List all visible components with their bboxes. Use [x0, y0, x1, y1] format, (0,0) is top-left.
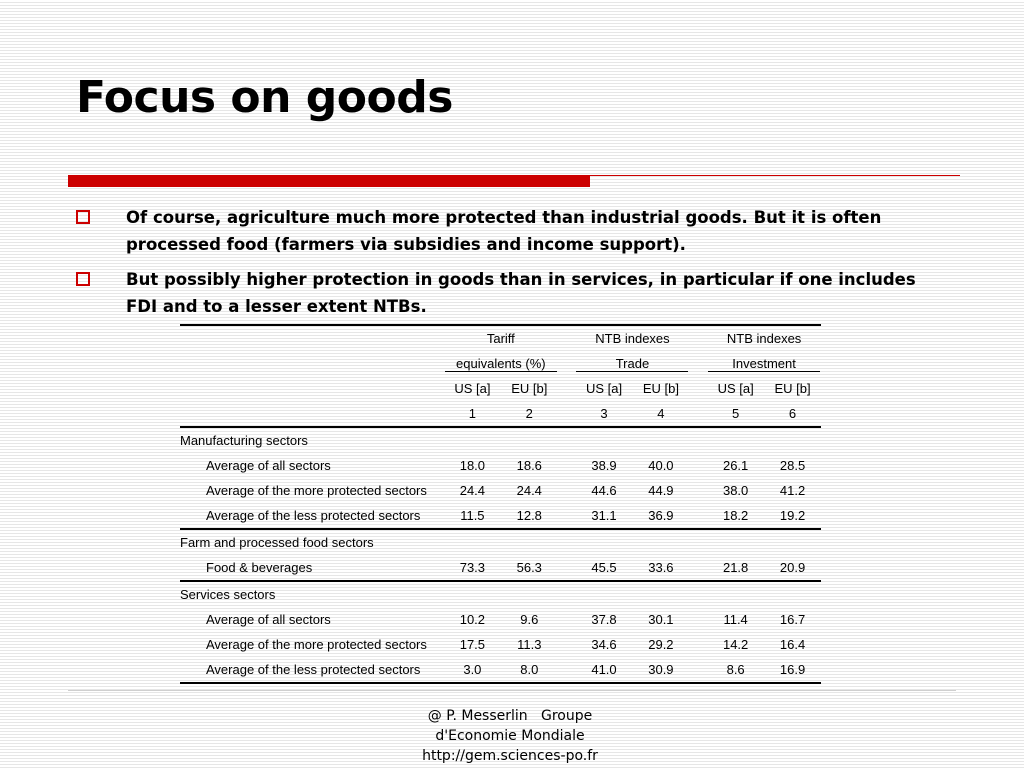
table-cell: 40.0	[648, 458, 674, 473]
column-number: 3	[600, 406, 608, 421]
column-label: US [a]	[717, 381, 754, 396]
table-cell: 37.8	[591, 612, 617, 627]
table-cell: 73.3	[459, 560, 486, 575]
table-cell: 30.1	[648, 612, 674, 627]
footer-line: d'Economie Mondiale	[435, 728, 585, 744]
row-label: Average of all sectors	[206, 612, 331, 627]
row-label: Average of all sectors	[206, 458, 331, 473]
table-cell: 30.9	[632, 657, 689, 683]
table-row	[180, 453, 821, 478]
bullet-item	[76, 266, 936, 320]
table-cell: 29.2	[648, 637, 674, 652]
table-cell: 41.2	[779, 483, 806, 498]
table-cell: 45.5	[591, 560, 617, 575]
table-cell: 14.2	[722, 637, 749, 652]
table-cell: 3.0	[444, 657, 501, 683]
table-cell: 12.8	[516, 508, 542, 523]
column-label: US [a]	[454, 381, 491, 396]
section-header-row	[180, 427, 821, 453]
column-label: US [a]	[585, 381, 623, 396]
table-cell: 16.7	[779, 612, 806, 627]
column-number: 5	[732, 406, 740, 421]
slide-footer	[380, 706, 640, 766]
table-cell: 8.0	[501, 657, 558, 683]
table-row	[180, 657, 821, 683]
table-cell: 34.6	[591, 637, 617, 652]
group-header: NTB indexes	[707, 325, 821, 351]
column-number: 2	[525, 406, 533, 421]
table-cell: 16.4	[779, 637, 806, 652]
slide-title: Focus on goods	[76, 72, 453, 123]
section-header-row	[180, 581, 821, 607]
row-label: Average of the less protected sectors	[180, 657, 444, 683]
table-cell: 21.8	[722, 560, 749, 575]
column-label: EU [b]	[511, 381, 548, 396]
bullet-item	[76, 204, 936, 258]
hollow-square-bullet-icon	[76, 272, 90, 286]
table-cell: 56.3	[516, 560, 542, 575]
footer-line: http://gem.sciences-po.fr	[422, 748, 598, 764]
column-number-row	[180, 401, 821, 427]
row-label: Average of the less protected sectors	[206, 508, 421, 523]
table-row	[180, 632, 821, 657]
bullet-text: Of course, agriculture much more protected than industrial goods. But it is often processed food (farmers via subsidies and income support).	[126, 208, 882, 254]
table-cell: 8.6	[707, 657, 764, 683]
column-number: 6	[788, 406, 797, 421]
table-cell: 24.4	[516, 483, 542, 498]
table-cell: 36.9	[648, 508, 674, 523]
table-cell: 19.2	[779, 508, 806, 523]
table-row	[180, 503, 821, 529]
table-row	[180, 555, 821, 581]
column-label: EU [b]	[774, 381, 811, 396]
footer-line: @ P. Messerlin Groupe	[427, 708, 593, 724]
column-number: 4	[657, 406, 665, 421]
table-cell: 11.4	[723, 612, 748, 627]
table-cell: 33.6	[648, 560, 674, 575]
bullet-list	[76, 204, 936, 328]
table-cell: 20.9	[779, 560, 806, 575]
section-header-row	[180, 529, 821, 555]
table-cell: 28.5	[779, 458, 806, 473]
footer-divider	[68, 690, 956, 691]
table-cell: 17.5	[459, 637, 486, 652]
group-subheader: Investment	[708, 356, 820, 372]
table-header-row	[180, 325, 821, 351]
row-label: Average of the more protected sectors	[206, 483, 427, 498]
table-row	[180, 607, 821, 632]
table-cell: 24.4	[459, 483, 486, 498]
table-cell: 18.0	[459, 458, 486, 473]
title-accent-bar	[68, 175, 590, 187]
table-cell: 38.0	[722, 483, 749, 498]
table-cell: 16.9	[764, 657, 821, 683]
section-label: Farm and processed food sectors	[180, 529, 821, 555]
table-row	[180, 478, 821, 503]
bullet-text: But possibly higher protection in goods than in services, in particular if one includes FDI and to a lesser extent NTBs.	[126, 270, 916, 316]
protection-table	[180, 324, 821, 684]
table-cell: 10.2	[459, 612, 486, 627]
table-cell: 18.6	[516, 458, 542, 473]
table-cell: 18.2	[722, 508, 749, 523]
row-label: Food & beverages	[206, 560, 313, 575]
column-label-row	[180, 376, 821, 401]
table-cell: 31.1	[591, 508, 617, 523]
table-header-row	[180, 351, 821, 376]
title-accent-line	[590, 175, 960, 176]
table-cell: 41.0	[576, 657, 633, 683]
table-cell: 11.3	[517, 637, 542, 652]
column-label: EU [b]	[642, 381, 679, 396]
group-header: NTB indexes	[576, 325, 690, 351]
section-label: Manufacturing sectors	[180, 427, 821, 453]
column-number: 1	[468, 406, 476, 421]
table-cell: 44.9	[648, 483, 674, 498]
table-cell: 11.5	[460, 508, 485, 523]
group-subheader: Trade	[576, 356, 688, 372]
group-subheader: equivalents (%)	[445, 356, 557, 372]
table-cell: 26.1	[722, 458, 749, 473]
table-cell: 9.6	[520, 612, 539, 627]
table-cell: 44.6	[591, 483, 617, 498]
group-header: Tariff	[444, 325, 558, 351]
row-label: Average of the more protected sectors	[206, 637, 427, 652]
section-label: Services sectors	[180, 581, 821, 607]
table-cell: 38.9	[591, 458, 617, 473]
hollow-square-bullet-icon	[76, 210, 90, 224]
